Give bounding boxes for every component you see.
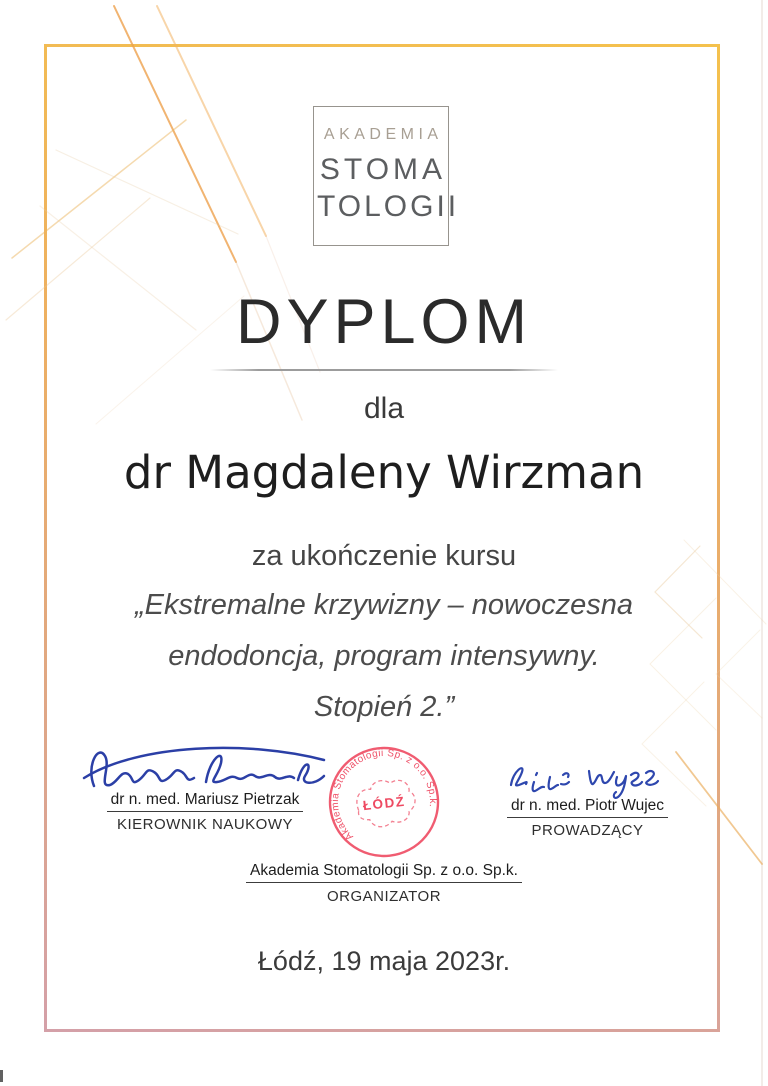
course-title-line-1: „Ekstremalne krzywizny – nowoczesna <box>134 589 633 621</box>
organizer-role: ORGANIZATOR <box>326 888 442 905</box>
signature-piotr-wujec <box>497 751 675 803</box>
left-signatory-role: KIEROWNIK NAUKOWY <box>116 816 293 833</box>
for-label: dla <box>363 392 405 425</box>
recipient-name: dr Magdaleny Wirzman <box>123 446 645 499</box>
left-signatory-name: dr n. med. Mariusz Pietrzak <box>60 791 350 812</box>
diploma-title: DYPLOM <box>235 287 533 357</box>
course-intro: za ukończenie kursu <box>251 540 517 572</box>
scan-artifact <box>0 1070 3 1082</box>
course-title-line-2: endodoncja, program intensywny. <box>168 640 600 672</box>
organizer-name: Akademia Stomatologii Sp. z o.o. Sp.k. <box>0 862 768 883</box>
course-title-line-3: Stopień 2.” <box>313 691 455 723</box>
stamp-ring-text: Akademia Stomatologii Sp. z o.o. Sp.k. <box>329 747 439 843</box>
right-signatory-name: dr n. med. Piotr Wujec <box>470 797 705 818</box>
logo-text-stoma: STOMA <box>319 153 447 186</box>
place-and-date: Łódź, 19 maja 2023r. <box>257 946 511 976</box>
right-signatory-role: PROWADZĄCY <box>531 822 644 839</box>
title-underline <box>210 369 558 371</box>
stamp-center-text: ŁÓDŹ <box>362 793 407 814</box>
logo-text-tologii: TOLOGII <box>317 190 460 223</box>
logo-text-akademia: AKADEMIA <box>323 126 443 143</box>
akademia-stomatologii-logo <box>313 106 460 246</box>
